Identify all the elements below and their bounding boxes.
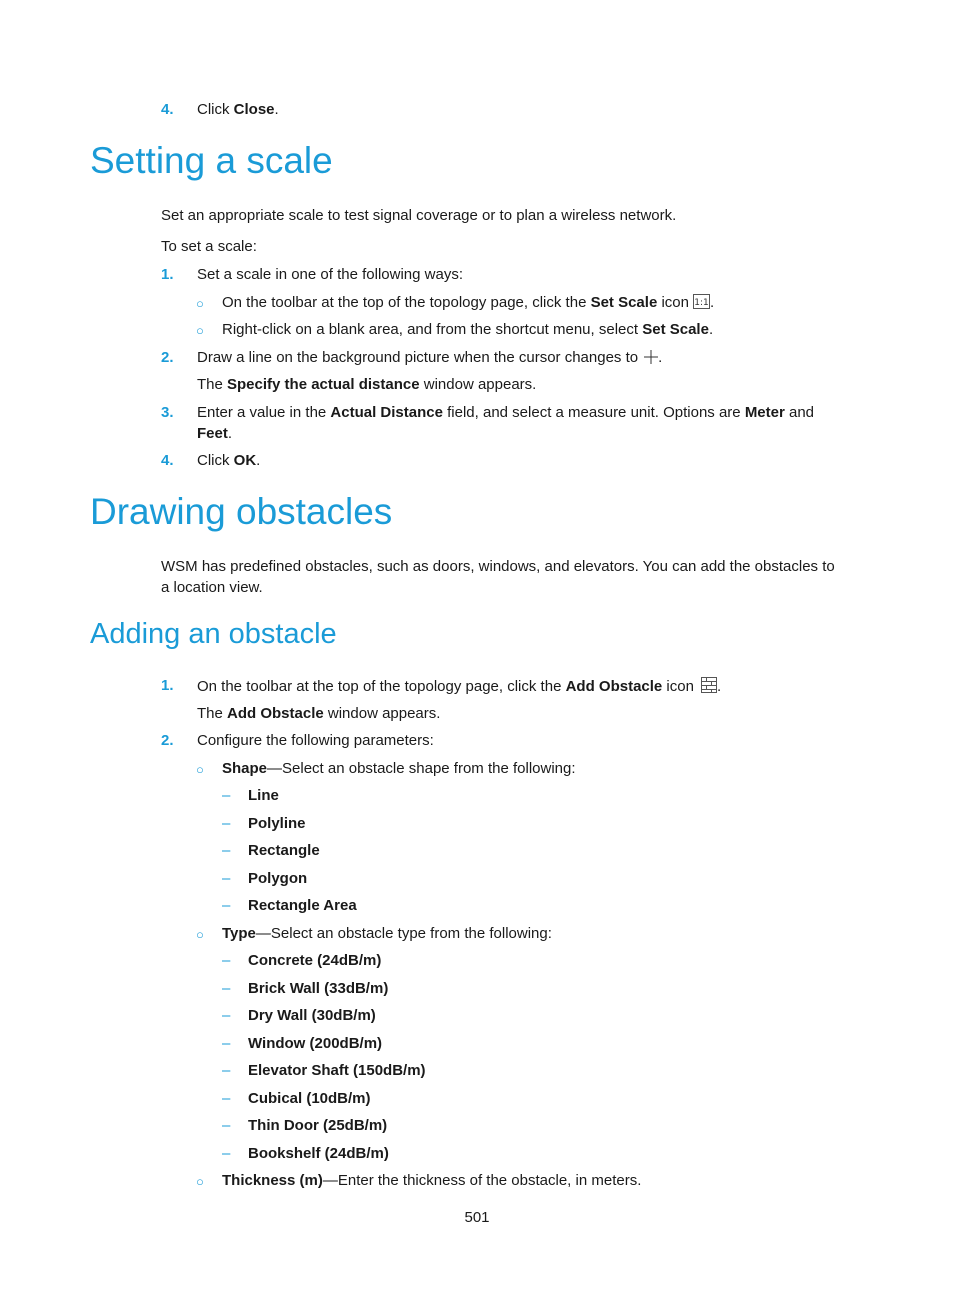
option-text: Right-click on a blank area, and from the shortcut menu, select Set Scale.: [222, 321, 714, 338]
dash-icon: –: [222, 897, 231, 914]
parameter-shape: Shape—Select an obstacle shape from the following:: [222, 760, 576, 777]
dash-icon: –: [222, 1007, 231, 1024]
dash-icon: –: [222, 1035, 231, 1052]
list-item: Concrete (24dB/m): [248, 952, 382, 969]
list-item: Rectangle Area: [248, 897, 357, 914]
dash-icon: –: [222, 815, 231, 832]
bullet-icon: ○: [196, 323, 204, 338]
dash-icon: –: [222, 1062, 231, 1079]
list-item: Polyline: [248, 815, 306, 832]
dash-icon: –: [222, 1145, 231, 1162]
dash-icon: –: [222, 980, 231, 997]
dash-icon: –: [222, 1090, 231, 1107]
list-item: Rectangle: [248, 842, 320, 859]
list-item: Polygon: [248, 870, 308, 887]
step-note: The Add Obstacle window appears.: [197, 705, 441, 722]
dash-icon: –: [222, 1117, 231, 1134]
list-item: Thin Door (25dB/m): [248, 1117, 388, 1134]
list-item: Elevator Shaft (150dB/m): [248, 1062, 426, 1079]
list-item: Cubical (10dB/m): [248, 1090, 371, 1107]
step-number: 4.: [161, 101, 174, 118]
section-intro-line2: a location view.: [161, 579, 263, 596]
step-number: 2.: [161, 732, 174, 749]
parameter-thickness: Thickness (m)—Enter the thickness of the obstacle, in meters.: [222, 1172, 642, 1189]
bullet-icon: ○: [196, 1174, 204, 1189]
bullet-icon: ○: [196, 296, 204, 311]
page-number: 501: [464, 1209, 490, 1226]
dash-icon: –: [222, 952, 231, 969]
dash-icon: –: [222, 787, 231, 804]
list-item: Line: [248, 787, 279, 804]
step-text: Enter a value in the Actual Distance field, and select a measure unit. Options are Meter and: [197, 404, 815, 421]
section-title-drawing-obstacles: Drawing obstacles: [90, 491, 393, 532]
step-note: The Specify the actual distance window appears.: [197, 376, 537, 393]
step-text: Set a scale in one of the following ways:: [197, 266, 463, 283]
section-intro: Set an appropriate scale to test signal coverage or to plan a wireless network.: [161, 207, 677, 224]
dash-icon: –: [222, 870, 231, 887]
step-text: Click Close.: [197, 101, 279, 118]
step-text: On the toolbar at the top of the topology page, click the Add Obstacle icon .: [197, 678, 722, 695]
parameter-type: Type—Select an obstacle type from the following:: [222, 925, 552, 942]
step-number: 4.: [161, 452, 174, 469]
crosshair-cursor-icon: [644, 350, 658, 368]
section-intro-line1: WSM has predefined obstacles, such as doors, windows, and elevators. You can add the obstacles to: [161, 558, 835, 575]
step-text: Click OK.: [197, 452, 261, 469]
step-text: Configure the following parameters:: [197, 732, 434, 749]
bullet-icon: ○: [196, 762, 204, 777]
step-number: 1.: [161, 677, 174, 694]
section-lead: To set a scale:: [161, 238, 257, 255]
list-item: Window (200dB/m): [248, 1035, 383, 1052]
step-text-continued: Feet.: [197, 425, 233, 442]
step-number: 1.: [161, 266, 174, 283]
list-item: Bookshelf (24dB/m): [248, 1145, 389, 1162]
bullet-icon: ○: [196, 927, 204, 942]
section-title-setting-scale: Setting a scale: [90, 140, 333, 181]
list-item: Dry Wall (30dB/m): [248, 1007, 376, 1024]
step-number: 2.: [161, 349, 174, 366]
option-text: On the toolbar at the top of the topology page, click the Set Scale icon 1:1 .: [222, 294, 715, 311]
subsection-title-adding-obstacle: Adding an obstacle: [90, 618, 337, 650]
step-text: Draw a line on the background picture when the cursor changes to .: [197, 349, 663, 366]
svg-text:1:1: 1:1: [694, 298, 709, 308]
dash-icon: –: [222, 842, 231, 859]
add-obstacle-icon: [701, 677, 717, 697]
list-item: Brick Wall (33dB/m): [248, 980, 389, 997]
step-number: 3.: [161, 404, 174, 421]
set-scale-icon: [693, 294, 710, 313]
